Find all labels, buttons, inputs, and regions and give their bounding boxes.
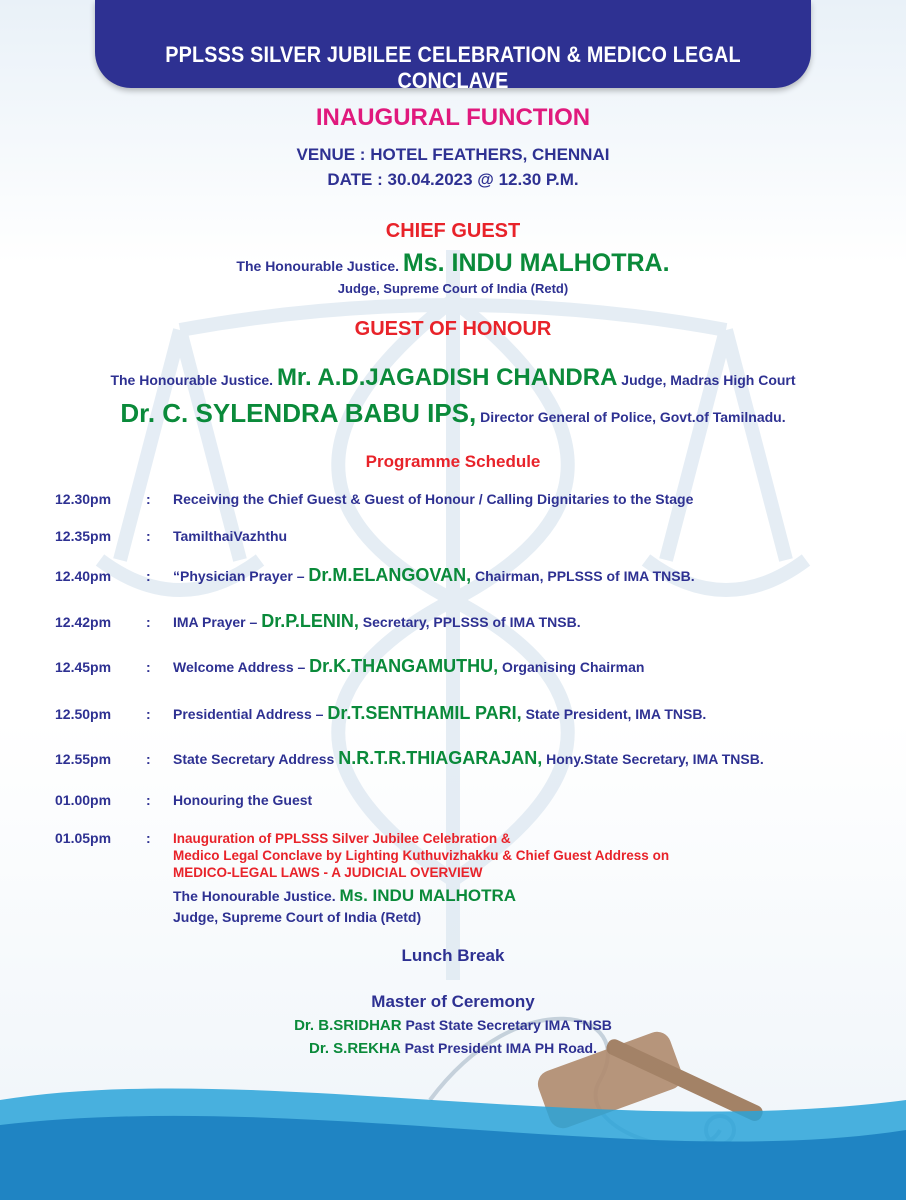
schedule-person-role: Secretary, PPLSSS of IMA TNSB. (358, 614, 581, 630)
schedule-desc (173, 656, 644, 677)
schedule-time: 12.55pm (55, 751, 112, 767)
title-banner (95, 0, 811, 93)
schedule-desc (173, 528, 287, 544)
schedule-time: 12.40pm (55, 568, 112, 584)
schedule-person-name: Dr.K.THANGAMUTHU, (309, 656, 499, 676)
master-of-ceremony-title: Master of Ceremony (371, 992, 535, 1011)
event-heading: INAUGURAL FUNCTION (315, 104, 591, 131)
schedule-person-name: N.R.T.R.THIAGARAJAN, (338, 748, 543, 768)
schedule-desc (173, 565, 695, 586)
schedule-desc (173, 491, 693, 507)
inauguration-guest-name: Ms. INDU MALHOTRA (339, 886, 517, 905)
banner-title: PPLSSS SILVER JUBILEE CELEBRATION & MEDICO LEGAL CONCLAVE (165, 42, 741, 93)
schedule-person-role: Chairman, PPLSSS of IMA TNSB. (471, 568, 695, 584)
guest1-prefix: The Honourable Justice. (110, 372, 274, 388)
inauguration-guest-line (173, 886, 516, 906)
inauguration-line-3: MEDICO-LEGAL LAWS - A JUDICIAL OVERVIEW (173, 865, 483, 880)
schedule-time: 12.30pm (55, 491, 112, 507)
guest-of-honour-title: GUEST OF HONOUR (354, 318, 552, 340)
guest1-designation: Judge, Madras High Court (621, 372, 796, 388)
schedule-colon: : (146, 491, 151, 507)
schedule-colon: : (146, 614, 151, 630)
moc2-name: Dr. S.REKHA (309, 1040, 401, 1057)
moc1-role: Past State Secretary IMA TNSB (405, 1017, 612, 1033)
schedule-time: 01.00pm (55, 792, 112, 808)
schedule-colon: : (146, 659, 151, 675)
schedule-colon: : (146, 751, 151, 767)
guest-of-honour-2 (0, 398, 906, 429)
schedule-colon: : (146, 830, 151, 846)
chief-guest-name: Ms. INDU MALHOTRA (402, 249, 663, 277)
schedule-time: 12.35pm (55, 528, 112, 544)
chief-guest-title: CHIEF GUEST (385, 220, 521, 242)
schedule-time: 12.42pm (55, 614, 112, 630)
schedule-person-name: Dr.P.LENIN, (261, 611, 359, 631)
schedule-desc (173, 748, 764, 769)
guest2-designation: Director General of Police, Govt.of Tamilnadu. (480, 409, 786, 425)
inauguration-desc (173, 830, 669, 881)
guest1-name: Mr. A.D.JAGADISH CHANDRA (276, 364, 618, 391)
schedule-time: 12.50pm (55, 706, 112, 722)
schedule-text: Presidential Address – (173, 706, 328, 722)
schedule-text: Honouring the Guest (173, 792, 313, 808)
schedule-person-role: Organising Chairman (498, 659, 645, 675)
schedule-text: Welcome Address – (173, 659, 310, 675)
chief-guest-period: . (662, 249, 670, 277)
schedule-text: “Physician Prayer – (173, 568, 309, 584)
schedule-colon: : (146, 568, 151, 584)
inauguration-guest-prefix: The Honourable Justice. (173, 888, 336, 904)
schedule-person-role: State President, IMA TNSB. (521, 706, 707, 722)
master-of-ceremony-1 (0, 1017, 906, 1034)
schedule-person-role: Hony.State Secretary, IMA TNSB. (542, 751, 764, 767)
inauguration-guest-designation: Judge, Supreme Court of India (Retd) (173, 909, 422, 925)
schedule-title: Programme Schedule (365, 452, 541, 471)
venue: VENUE : HOTEL FEATHERS, CHENNAI (296, 145, 610, 164)
schedule-person-name: Dr.T.SENTHAMIL PARI, (327, 703, 522, 723)
guest-of-honour-1 (0, 364, 906, 392)
guest2-name: Dr. C. SYLENDRA BABU IPS, (120, 398, 477, 428)
schedule-desc (173, 703, 706, 724)
inauguration-line-1: Inauguration of PPLSSS Silver Jubilee Celebration & (173, 831, 511, 846)
schedule-text: IMA Prayer – (173, 614, 262, 630)
schedule-colon: : (146, 706, 151, 722)
schedule-text: Receiving the Chief Guest & Guest of Honour / Calling Dignitaries to the Stage (173, 491, 694, 507)
schedule-colon: : (146, 528, 151, 544)
chief-guest-prefix: The Honourable Justice. (236, 258, 400, 274)
inauguration-line-2: Medico Legal Conclave by Lighting Kuthuvizhakku & Chief Guest Address on (173, 848, 670, 863)
schedule-text: TamilthaiVazhthu (173, 528, 288, 544)
lunch-break: Lunch Break (401, 946, 505, 965)
schedule-colon: : (146, 792, 151, 808)
moc2-role: Past President IMA PH Road. (404, 1040, 597, 1056)
master-of-ceremony-2 (0, 1040, 906, 1057)
schedule-time: 12.45pm (55, 659, 112, 675)
moc1-name: Dr. B.SRIDHAR (294, 1017, 402, 1034)
schedule-person-name: Dr.M.ELANGOVAN, (308, 565, 472, 585)
date: DATE : 30.04.2023 @ 12.30 P.M. (327, 170, 579, 189)
schedule-desc (173, 611, 581, 632)
schedule-text: State Secretary Address (173, 751, 339, 767)
chief-guest-designation: Judge, Supreme Court of India (Retd) (337, 281, 569, 296)
schedule-time: 01.05pm (55, 830, 112, 846)
schedule-desc (173, 792, 312, 808)
chief-guest-line (0, 249, 906, 278)
